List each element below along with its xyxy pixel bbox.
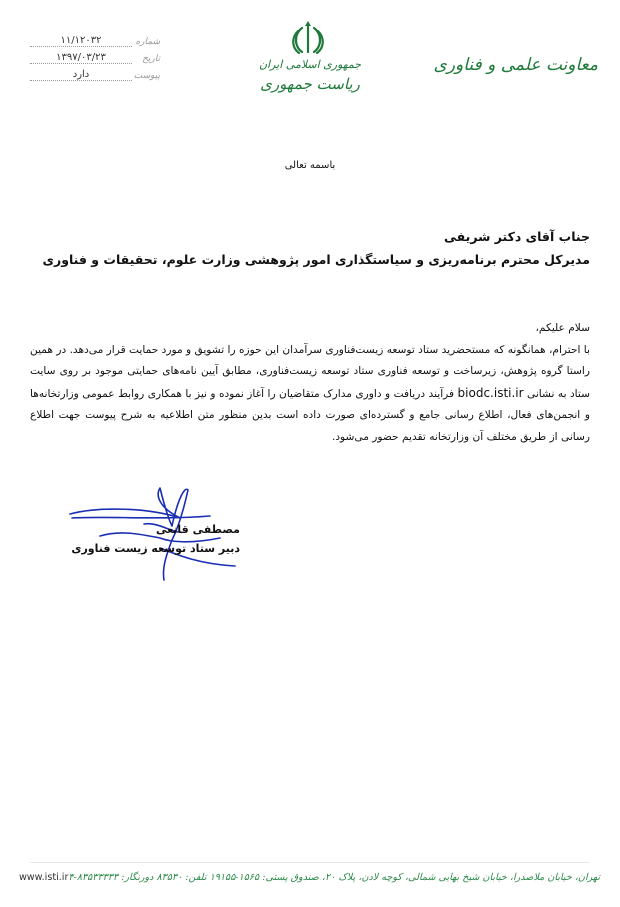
signatory-name: مصطفی قانعی bbox=[155, 523, 240, 536]
meta-label: پیوست bbox=[133, 71, 160, 81]
meta-number-value: ۱۱/۱۲۰۳۲ bbox=[30, 35, 132, 47]
deputy-logo-text: معاونت علمی و فناوری bbox=[433, 55, 598, 75]
greeting: سلام علیکم، bbox=[535, 322, 590, 334]
footer-website[interactable]: www.isti.ir bbox=[18, 871, 69, 883]
meta-attachment-value: دارد bbox=[30, 69, 132, 81]
meta-label: تاریخ bbox=[142, 54, 160, 64]
meta-label: شماره bbox=[135, 37, 160, 47]
body-text-after-url: فرآیند دریافت و داوری مدارک متقاضیان را آغاز نموده و نیز با همکاری روابط عمومی وزارتخانه‌ها و انجمن‌های فعال، اطلاع رسانی جامع و گسترده‌ای صورت داده است بدین منظور متن اطلاعیه به شرح پیوست جهت اطلاع رسانی از طریق مختلف آن وزارتخانه تقدیم حضور می‌شود. bbox=[30, 387, 590, 443]
meta-number-row bbox=[30, 30, 160, 47]
letter-meta bbox=[30, 30, 160, 81]
addressee-block bbox=[30, 225, 590, 271]
iran-emblem-icon bbox=[288, 18, 328, 58]
signatory-block bbox=[70, 520, 240, 558]
signatory-title: دبیر ستاد توسعه زیست فناوری bbox=[71, 542, 240, 555]
basmala-heading: باسمه تعالی bbox=[284, 160, 336, 171]
footer-divider bbox=[30, 862, 590, 863]
meta-attachment-row bbox=[30, 64, 160, 81]
addressee-title: مدیرکل محترم برنامه‌ریزی و سیاستگذاری امور پژوهشی وزارت علوم، تحقیقات و فناوری bbox=[42, 252, 590, 267]
emblem-line-country: جمهوری اسلامی ایران bbox=[258, 58, 362, 71]
letter-footer bbox=[20, 866, 600, 888]
addressee-name: جناب آقای دکتر شریفی bbox=[443, 229, 590, 244]
body-text-before-url: با احترام، همانگونه که مستحضرید ستاد توسعه زیست‌فناوری سرآمدان این حوزه را تشویق و مورد حمایت قرار می‌دهد. در همین راستا گروه پژوهش، زیرساخت و توسعه فناوری ستاد توسعه زیست‌فناوری، مطابق آیین نامه‌های حمایتی موجود بر روی سایت ستاد به نشانی bbox=[30, 343, 590, 400]
meta-date-row bbox=[30, 47, 160, 64]
footer-address: تهران، خیابان ملاصدرا، خیابان شیخ بهایی شمالی، کوچه لادن، پلاک ۲۰، صندوق پستی: ۱۵۶۵-۱۹۱۵۵ تلفن: ۸۳۵۳۰ دورنگار: ۸۳۵۳۳۳۳۳-۴ bbox=[68, 871, 600, 883]
body-paragraph bbox=[30, 340, 590, 449]
emblem-caption bbox=[250, 58, 370, 93]
letter-body bbox=[30, 318, 590, 448]
emblem-line-presidency: ریاست جمهوری bbox=[260, 75, 360, 93]
website-link[interactable]: biodc.isti.ir bbox=[457, 385, 524, 400]
meta-date-value: ۱۳۹۷/۰۳/۲۳ bbox=[30, 52, 132, 64]
